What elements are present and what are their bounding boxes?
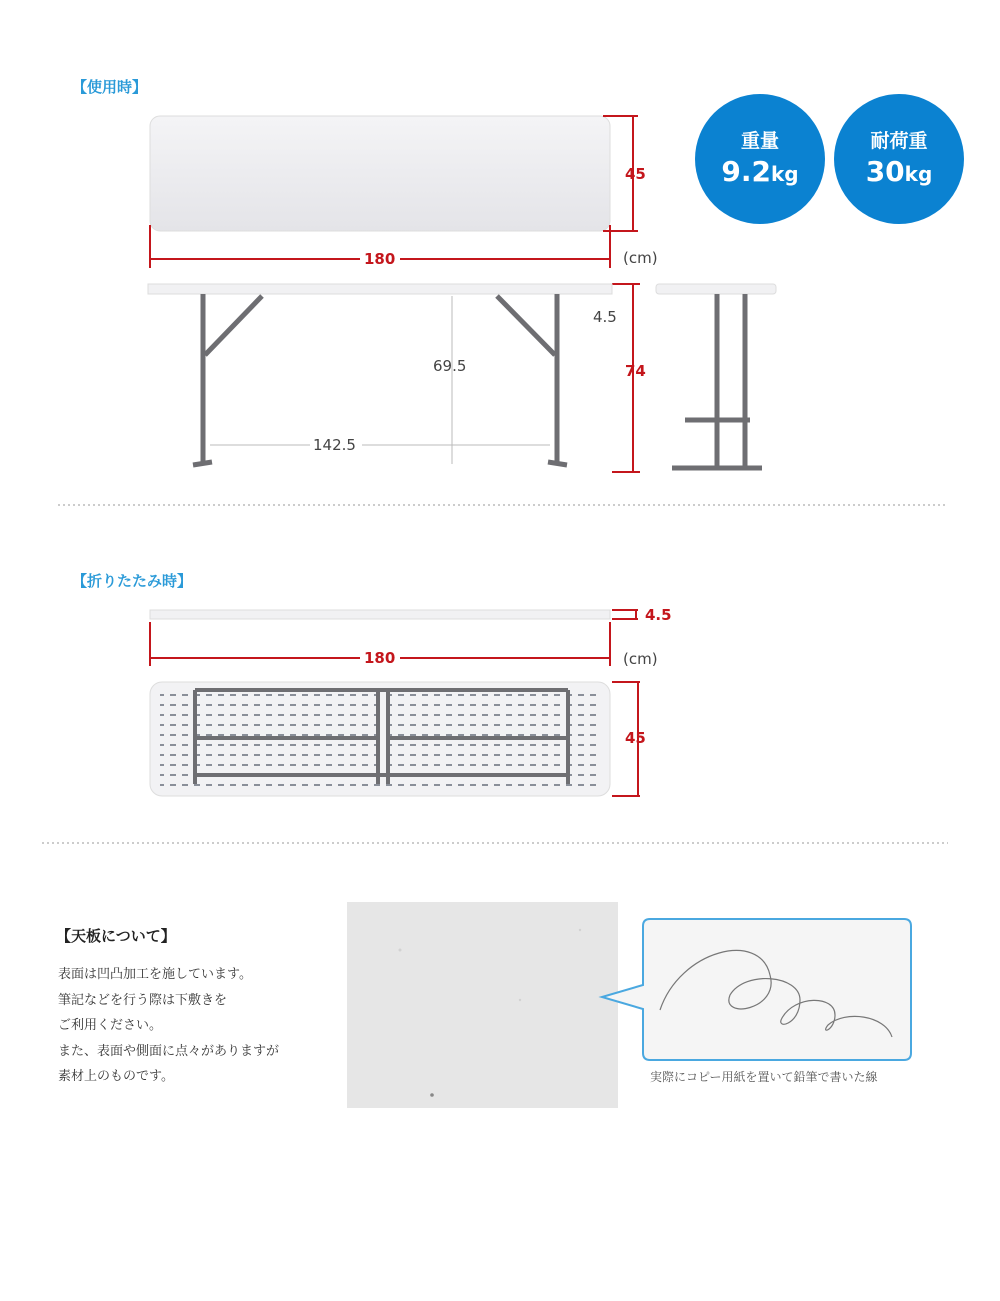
- description-line: ご利用ください。: [58, 1018, 163, 1033]
- load-capacity-label: 耐荷重: [870, 130, 928, 152]
- description-line: 素材上のものです。: [58, 1069, 174, 1084]
- clearance-dimension: 69.5: [433, 357, 467, 375]
- tabletop-texture-photo: [347, 902, 618, 1108]
- weight-label: 重量: [740, 130, 779, 152]
- weight-unit: kg: [770, 162, 799, 186]
- tabletop-description: [58, 962, 279, 1090]
- table-top-view: [150, 116, 610, 231]
- width-dimension: 180: [364, 250, 396, 268]
- depth-dimension: 45: [625, 165, 646, 183]
- folded-underside-view: [150, 682, 610, 796]
- load-capacity-badge: [834, 94, 964, 224]
- height-dimension: 74: [625, 362, 646, 380]
- description-line: 筆記などを行う際は下敷きを: [58, 992, 228, 1008]
- weight-value: 9.2: [721, 155, 771, 188]
- unit-label: (cm): [623, 249, 658, 267]
- folded-title: 【折りたたみ時】: [72, 572, 193, 590]
- folded-width-dimension: 180: [364, 649, 396, 667]
- description-line: また、表面や側面に点々がありますが: [58, 1043, 280, 1059]
- leg-span-dimension: 142.5: [313, 436, 356, 454]
- folded-unit-label: (cm): [623, 650, 658, 668]
- load-capacity-value: 30: [865, 155, 905, 188]
- folded-thickness-dimension: 4.5: [645, 606, 672, 624]
- weight-badge: [695, 94, 825, 224]
- pencil-sample-callout: [602, 919, 911, 1060]
- tabletop-title: 【天板について】: [56, 927, 176, 945]
- top-thickness-dimension: 4.5: [593, 308, 617, 326]
- table-side-view: [656, 284, 776, 468]
- description-line: 表面は凹凸加工を施しています。: [58, 967, 252, 982]
- table-front-view: [148, 284, 612, 465]
- folded-depth-dimension: 45: [625, 729, 646, 747]
- folded-side-view: [150, 610, 610, 619]
- callout-caption: 実際にコピー用紙を置いて鉛筆で書いた線: [650, 1070, 878, 1084]
- load-capacity-unit: kg: [904, 162, 933, 186]
- in-use-title: 【使用時】: [72, 78, 148, 96]
